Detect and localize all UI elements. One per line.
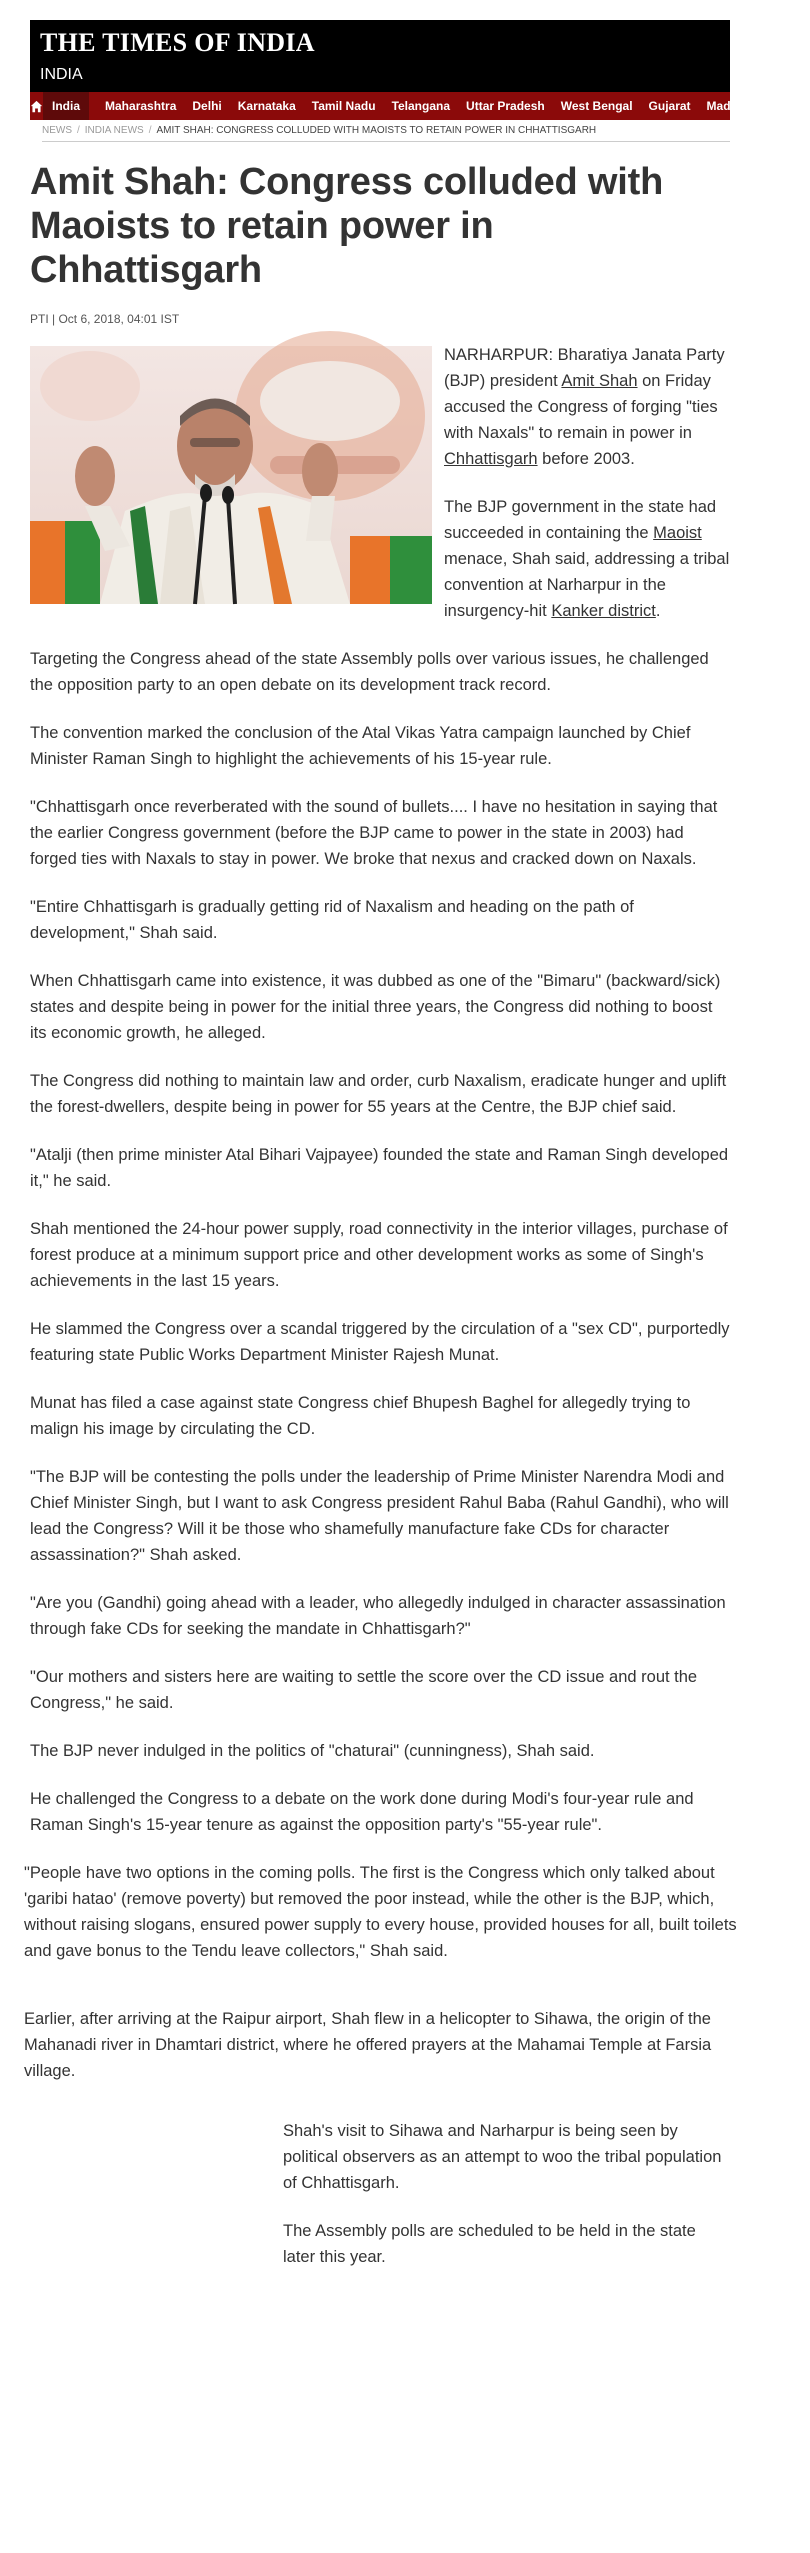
article-paragraph-visit: Shah's visit to Sihawa and Narharpur is being seen by political observers as an attempt to woo the tribal population of Chhattisgarh. — [283, 2122, 722, 2192]
article-paragraph: When Chhattisgarh came into existence, it was dubbed as one of the "Bimaru" (backward/sick) states and despite being in power for the initial three years, the Congress did nothing to boost its economic growth, he alleged. — [30, 972, 721, 1042]
nav-item-tamil-nadu[interactable]: Tamil Nadu — [311, 99, 376, 113]
article-byline: PTI | Oct 6, 2018, 04:01 IST — [30, 312, 180, 326]
nav-item-west-bengal[interactable]: West Bengal — [560, 99, 633, 113]
lead-photo — [30, 346, 432, 604]
breadcrumb-current: AMIT SHAH: CONGRESS COLLUDED WITH MAOISTS TO RETAIN POWER IN CHHATTISGARH — [156, 125, 597, 136]
breadcrumb-news[interactable]: NEWS — [42, 125, 72, 136]
home-icon[interactable] — [30, 92, 43, 120]
breadcrumb-india-news[interactable]: INDIA NEWS — [84, 125, 144, 136]
masthead — [30, 20, 730, 92]
lead-text: before 2003. — [537, 450, 635, 468]
article-paragraph: "Our mothers and sisters here are waiting to settle the score over the CD issue and rout the Congress," he said. — [30, 1668, 698, 1712]
article-body — [24, 342, 737, 2270]
article-paragraph: Shah mentioned the 24-hour power supply, road connectivity in the interior villages, purchase of forest produce at a minimum support price and other development works as some of Singh's achievements in the last 15 years. — [30, 1220, 728, 1290]
article-paragraph: "Chhattisgarh once reverberated with the sound of bullets.... I have no hesitation in saying that the earlier Congress government (before the BJP came to power in the state in 2003) had forged ties with Naxals to stay in power. We broke that nexus and cracked down on Naxals. — [30, 798, 718, 868]
article-paragraph: The Congress did nothing to maintain law and order, curb Naxalism, eradicate hunger and uplift the forest-dwellers, despite being in power for 55 years at the Centre, the BJP chief said. — [30, 1072, 727, 1116]
city-nav — [30, 92, 802, 120]
breadcrumb: NEWS / INDIA NEWS / AMIT SHAH: CONGRESS COLLUDED WITH MAOISTS TO RETAIN POWER IN CHHATTISGARH — [42, 120, 730, 142]
lead-text: on Friday accused the Congress of forging "ties with Naxals" to remain in power in — [444, 372, 718, 442]
article-paragraph: The convention marked the conclusion of the Atal Vikas Yatra campaign launched by Chief Minister Raman Singh to highlight the achievements of his 15-year rule. — [30, 724, 691, 768]
article-paragraph: "Are you (Gandhi) going ahead with a leader, who allegedly indulged in character assassination through fake CDs for seeking the mandate in Chhattisgarh?" — [30, 1594, 726, 1638]
section-title[interactable]: INDIA — [40, 66, 83, 83]
nav-item-india[interactable]: India — [43, 92, 89, 120]
lead-text: NARHARPUR: Bharatiya Janata Party (BJP) president — [444, 346, 725, 390]
nav-item-gujarat[interactable]: Gujarat — [648, 99, 691, 113]
lead-photo-illustration — [30, 346, 432, 604]
link-kanker-district[interactable]: Kanker district — [551, 602, 656, 620]
lead-text: The BJP government in the state had succeeded in containing the — [444, 498, 717, 542]
site-logo[interactable]: THE TIMES OF INDIA — [40, 28, 315, 57]
lead-text: . — [655, 602, 661, 620]
article-paragraph: The BJP never indulged in the politics of "chaturai" (cunningness), Shah said. — [30, 1742, 595, 1760]
nav-item-madhya-pradesh[interactable]: Madhya Pradesh — [706, 99, 802, 113]
link-maoist[interactable]: Maoist — [653, 524, 702, 542]
article-paragraph-quote: "People have two options in the coming polls. The first is the Congress which only talked about 'garibi hatao' (remove poverty) but removed the poor instead, while the other is the BJP, which, without raising slogans, ensured power supply to every house, provided houses for all, built toilets and gave bonus to the Tendu leave collectors," Shah said. — [24, 1864, 737, 1960]
article-headline: Amit Shah: Congress colluded with Maoists to retain power in Chhattisgarh — [30, 161, 664, 291]
article-paragraph: "The BJP will be contesting the polls under the leadership of Prime Minister Narendra Modi and Chief Minister Singh, but I want to ask Congress president Rahul Baba (Rahul Gandhi), who will lead the Congress? Will it be those who shamefully manufacture fake CDs for character assassination?" Shah asked. — [30, 1468, 729, 1564]
link-amit-shah[interactable]: Amit Shah — [561, 372, 638, 390]
article-paragraph: He slammed the Congress over a scandal triggered by the circulation of a "sex CD", purportedly featuring state Public Works Department Minister Rajesh Munat. — [30, 1320, 730, 1364]
article-paragraph: "Entire Chhattisgarh is gradually getting rid of Naxalism and heading on the path of development," Shah said. — [30, 898, 634, 942]
nav-item-karnataka[interactable]: Karnataka — [237, 99, 296, 113]
nav-item-uttar-pradesh[interactable]: Uttar Pradesh — [466, 99, 545, 113]
link-chhattisgarh[interactable]: Chhattisgarh — [444, 450, 538, 468]
nav-item-delhi[interactable]: Delhi — [192, 99, 222, 113]
lead-text: menace, Shah said, addressing a tribal convention at Narharpur in the insurgency-hit — [444, 550, 730, 620]
nav-item-maharashtra[interactable]: Maharashtra — [105, 99, 177, 113]
article-paragraph: "Atalji (then prime minister Atal Bihari Vajpayee) founded the state and Raman Singh developed it," he said. — [30, 1146, 729, 1190]
article-paragraph-sihawa: Earlier, after arriving at the Raipur airport, Shah flew in a helicopter to Sihawa, the origin of the Mahanadi river in Dhamtari district, where he offered prayers at the Mahamai Temple at Farsia village. — [24, 2010, 712, 2080]
nav-item-telangana[interactable]: Telangana — [391, 99, 451, 113]
article-paragraph-polls: The Assembly polls are scheduled to be held in the state later this year. — [283, 2222, 696, 2266]
article-paragraph: Munat has filed a case against state Congress chief Bhupesh Baghel for allegedly trying to malign his image by circulating the CD. — [30, 1394, 691, 1438]
article-paragraph: He challenged the Congress to a debate on the work done during Modi's four-year rule and Raman Singh's 15-year tenure as against the opposition party's "55-year rule". — [30, 1790, 694, 1834]
article-paragraph: Targeting the Congress ahead of the state Assembly polls over various issues, he challenged the opposition party to an open debate on its development track record. — [30, 650, 709, 694]
article-page — [0, 20, 802, 2270]
